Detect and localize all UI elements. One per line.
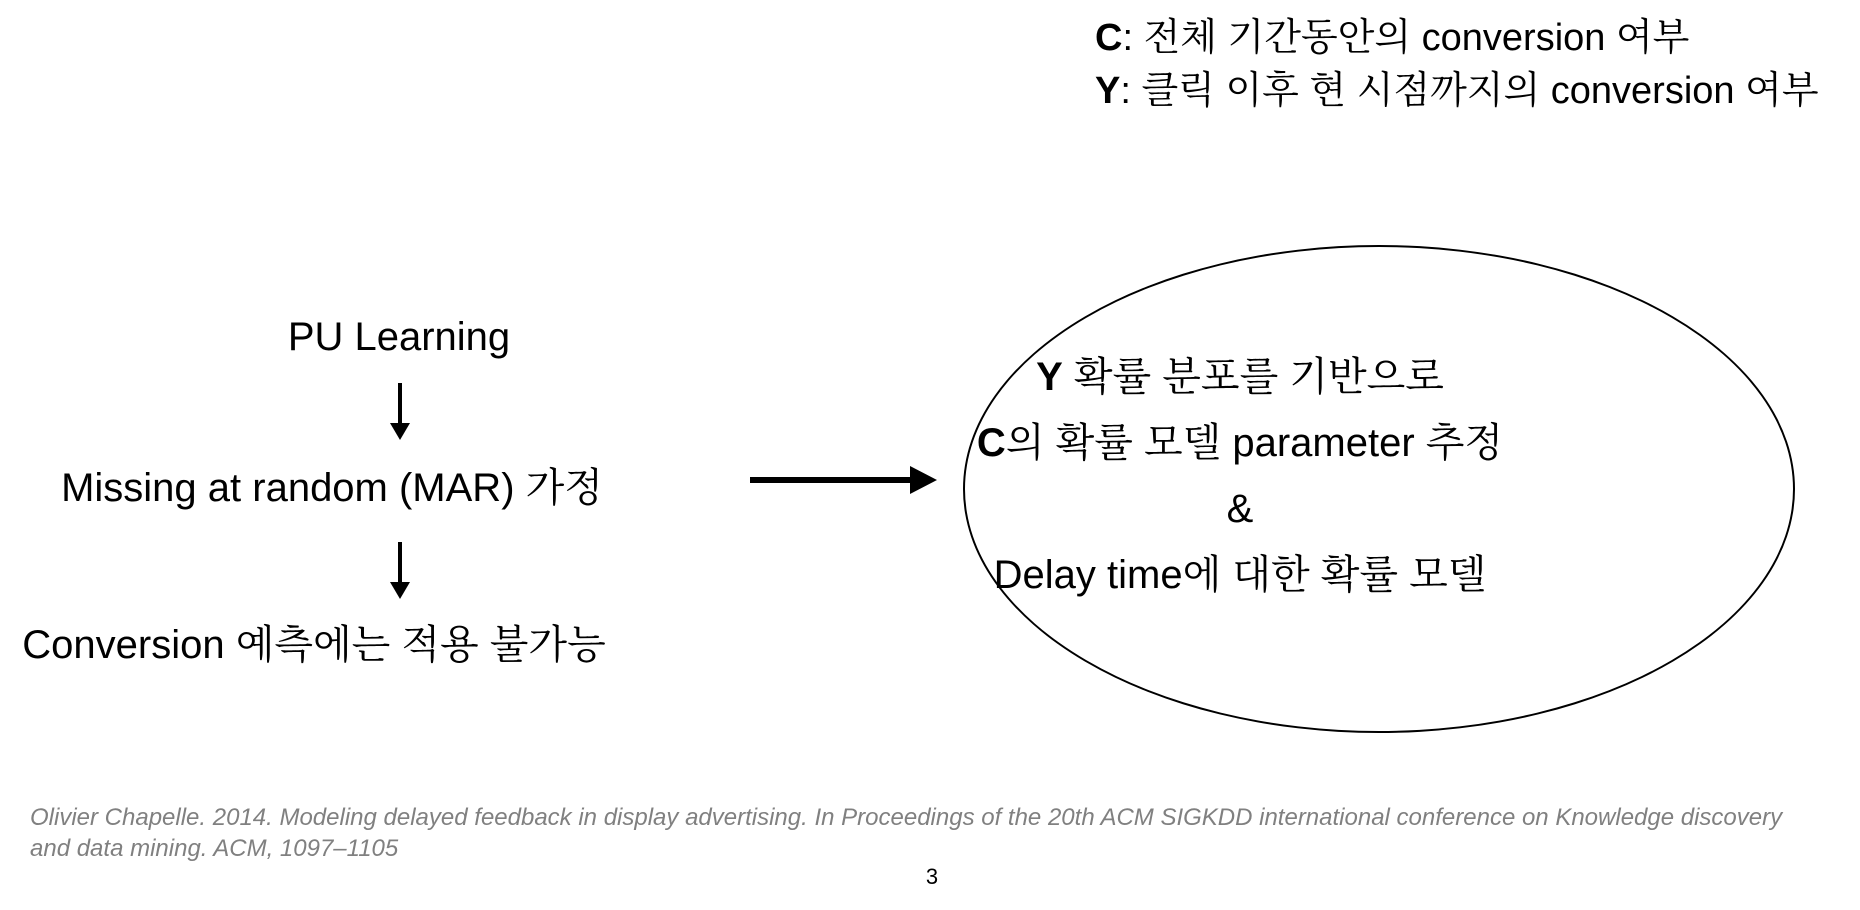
legend-c-description: : 전체 기간동안의 conversion 여부: [1122, 17, 1690, 59]
page-number: 3: [925, 864, 939, 889]
conclusion-line-4: Delay time에 대한 확률 모델: [993, 553, 1487, 597]
legend-c-symbol: C: [1095, 17, 1123, 59]
flow-step-pu-learning: PU Learning: [287, 315, 511, 359]
conclusion-line-2: [977, 410, 1503, 476]
conclusion-c-symbol: C: [976, 421, 1006, 465]
citation: [30, 802, 1782, 864]
flow-step-conversion-inapplicable: Conversion 예측에는 적용 불가능: [22, 623, 606, 667]
right-arrow-head: [910, 466, 937, 494]
legend-y-description: : 클릭 이후 현 시점까지의 conversion 여부: [1120, 70, 1819, 112]
down-arrow-head: [390, 582, 410, 599]
citation-line-1: Olivier Chapelle. 2014. Modeling delayed feedback in display advertising. In Proceedings of the 20th ACM SIGKDD international conference on Knowledge discovery: [30, 804, 1783, 831]
conclusion-ampersand: &: [1226, 487, 1254, 531]
citation-line-2: and data mining. ACM, 1097–1105: [30, 835, 399, 862]
conclusion-line-2-text: 의 확률 모델 parameter 추정: [1005, 421, 1504, 465]
down-arrow-head: [390, 423, 410, 440]
conclusion-y-symbol: Y: [1036, 355, 1063, 399]
right-arrow-shaft: [750, 477, 912, 483]
conclusion-line-1-text: 확률 분포를 기반으로: [1062, 355, 1444, 399]
variable-legend: [1095, 12, 1819, 118]
down-arrow-shaft: [398, 542, 402, 584]
legend-line-c: [1095, 12, 1819, 65]
conclusion-line-1: [977, 344, 1503, 410]
flow-step-mar-assumption: Missing at random (MAR) 가정: [61, 466, 603, 510]
down-arrow-icon: [390, 542, 410, 599]
legend-line-y: [1095, 65, 1819, 118]
legend-y-symbol: Y: [1095, 70, 1121, 112]
down-arrow-shaft: [398, 383, 402, 425]
down-arrow-icon: [390, 383, 410, 440]
conclusion-text: [977, 344, 1503, 608]
